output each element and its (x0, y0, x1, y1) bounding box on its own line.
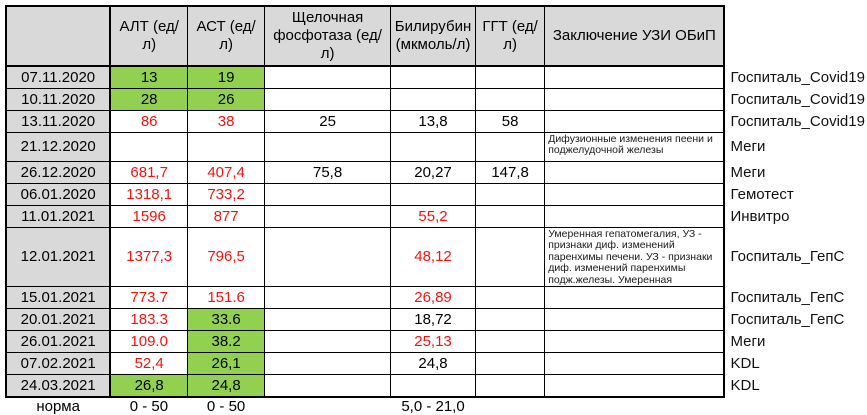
cell-ggt-r7[interactable] (475, 227, 544, 287)
cell-bil-r2[interactable]: 13,8 (391, 110, 476, 132)
table-header-row (6, 6, 866, 66)
cell-ast-r3[interactable] (188, 132, 265, 161)
norm-note[interactable] (545, 397, 725, 415)
cell-bil-r10[interactable]: 25,13 (391, 331, 476, 353)
cell-bil-r6[interactable]: 55,2 (391, 205, 476, 227)
column-header-note[interactable]: Заключение УЗИ ОБиП (545, 6, 725, 66)
lab-results-table (5, 5, 867, 415)
table-row (6, 353, 866, 375)
cell-bil-r9[interactable]: 18,72 (391, 309, 476, 331)
table-row (6, 205, 866, 227)
cell-lab-r12[interactable]: KDL (730, 377, 760, 395)
cell-date-r4[interactable]: 26.12.2020 (6, 161, 110, 183)
cell-note-r0[interactable] (545, 66, 725, 88)
cell-ast-r2[interactable]: 38 (188, 110, 265, 132)
cell-alt-r10[interactable]: 109.0 (110, 331, 187, 353)
cell-date-r11[interactable]: 07.02.2021 (6, 353, 110, 375)
cell-date-r1[interactable]: 10.11.2020 (6, 88, 110, 110)
table-row (6, 227, 866, 287)
table-row (6, 66, 866, 88)
cell-alt-r5[interactable]: 1318,1 (110, 183, 187, 205)
cell-ast-r4[interactable]: 407,4 (188, 161, 265, 183)
column-header-bil[interactable]: Билирубин (мкмоль/л) (391, 6, 476, 66)
cell-alp-r1[interactable] (265, 88, 391, 110)
cell-alt-r0[interactable]: 13 (110, 66, 187, 88)
cell-ast-r7[interactable]: 796,5 (188, 227, 265, 287)
cell-alp-r6[interactable] (265, 205, 391, 227)
cell-date-r10[interactable]: 26.01.2021 (6, 331, 110, 353)
norm-ast[interactable]: 0 - 50 (206, 397, 246, 415)
cell-lab-r1[interactable]: Госпиталь_Covid19 (730, 90, 865, 108)
cell-alt-r4[interactable]: 681,7 (110, 161, 187, 183)
cell-date-r5[interactable]: 06.01.2020 (6, 183, 110, 205)
cell-lab-r3[interactable]: Меги (730, 138, 766, 155)
cell-note-r11[interactable] (545, 353, 725, 375)
cell-lab-r10[interactable]: Меги (730, 333, 766, 351)
column-header-alt[interactable]: АЛТ (ед/л) (110, 6, 187, 66)
column-header-lab[interactable] (724, 6, 866, 66)
cell-bil-r1[interactable] (391, 88, 476, 110)
cell-ast-r1[interactable]: 26 (188, 88, 265, 110)
cell-date-r12[interactable]: 24.03.2021 (6, 375, 110, 397)
cell-bil-r0[interactable] (391, 66, 476, 88)
cell-lab-r9[interactable]: Госпиталь_ГепС (730, 311, 845, 329)
cell-alp-r0[interactable] (265, 66, 391, 88)
cell-ggt-r6[interactable] (475, 205, 544, 227)
cell-alt-r3[interactable] (110, 132, 187, 161)
cell-bil-r7[interactable]: 48,12 (391, 227, 476, 287)
cell-alt-r8[interactable]: 773.7 (110, 287, 187, 309)
cell-alp-r3[interactable] (265, 132, 391, 161)
cell-lab-r0[interactable]: Госпиталь_Covid19 (730, 68, 865, 86)
cell-ggt-r4[interactable]: 147,8 (475, 161, 544, 183)
cell-alp-r2[interactable]: 25 (265, 110, 391, 132)
column-header-date[interactable] (6, 6, 110, 66)
cell-lab-r7[interactable]: Госпиталь_ГепС (730, 248, 845, 266)
cell-note-r4[interactable] (545, 161, 725, 183)
cell-note-r5[interactable] (545, 183, 725, 205)
cell-note-r8[interactable] (545, 287, 725, 309)
cell-date-r0[interactable]: 07.11.2020 (6, 66, 110, 88)
cell-date-r6[interactable]: 11.01.2021 (6, 205, 110, 227)
cell-alp-r4[interactable]: 75,8 (265, 161, 391, 183)
table-row (6, 375, 866, 397)
cell-ggt-r5[interactable] (475, 183, 544, 205)
norm-alp[interactable] (265, 397, 391, 415)
cell-note-r3[interactable]: Дифузионные изменения пеени и поджелудочной железы (545, 132, 725, 161)
cell-alp-r5[interactable] (265, 183, 391, 205)
norm-bil[interactable]: 5,0 - 21,0 (401, 397, 465, 415)
cell-alp-r9[interactable] (265, 309, 391, 331)
cell-bil-r8[interactable]: 26,89 (391, 287, 476, 309)
cell-alp-r10[interactable] (265, 331, 391, 353)
cell-date-r7[interactable]: 12.01.2021 (6, 227, 110, 287)
cell-ggt-r2[interactable]: 58 (475, 110, 544, 132)
table-row (6, 132, 866, 161)
cell-ast-r11[interactable]: 26,1 (188, 353, 265, 375)
cell-note-r1[interactable] (545, 88, 725, 110)
cell-alp-r11[interactable] (265, 353, 391, 375)
table-row (6, 161, 866, 183)
cell-alt-r1[interactable]: 28 (110, 88, 187, 110)
cell-ggt-r0[interactable] (475, 66, 544, 88)
cell-bil-r5[interactable] (391, 183, 476, 205)
cell-lab-r6[interactable]: Инвитро (730, 207, 790, 225)
cell-bil-r3[interactable] (391, 132, 476, 161)
cell-lab-r2[interactable]: Госпиталь_Covid19 (730, 112, 865, 130)
table-row (6, 88, 866, 110)
cell-bil-r4[interactable]: 20,27 (391, 161, 476, 183)
cell-date-r3[interactable]: 21.12.2020 (6, 132, 110, 161)
cell-bil-r11[interactable]: 24,8 (391, 353, 476, 375)
table-row (6, 309, 866, 331)
table-row (6, 287, 866, 309)
cell-alp-r8[interactable] (265, 287, 391, 309)
column-header-ggt[interactable]: ГГТ (ед/л) (475, 6, 544, 66)
norm-alt[interactable]: 0 - 50 (129, 397, 169, 415)
cell-alp-r12[interactable] (265, 375, 391, 397)
cell-alt-r9[interactable]: 183.3 (110, 309, 187, 331)
cell-ast-r10[interactable]: 38.2 (188, 331, 265, 353)
cell-ggt-r9[interactable] (475, 309, 544, 331)
cell-ggt-r12[interactable] (475, 375, 544, 397)
table-row (6, 331, 866, 353)
cell-note-r7[interactable]: Умеренная гепатомегалия, УЗ - признаки диф. изменений паренхимы печени. УЗ - признаки диф. изменений паренхимы подж.железы. Умеренная (545, 227, 725, 287)
cell-alt-r12[interactable]: 26,8 (110, 375, 187, 397)
cell-ggt-r8[interactable] (475, 287, 544, 309)
cell-ast-r12[interactable]: 24,8 (188, 375, 265, 397)
column-header-alp[interactable]: Щелочная фосфотаза (ед/л) (265, 6, 391, 66)
table-row (6, 183, 866, 205)
cell-ast-r5[interactable]: 733,2 (188, 183, 265, 205)
cell-note-r2[interactable] (545, 110, 725, 132)
cell-ast-r6[interactable]: 877 (188, 205, 265, 227)
cell-lab-r5[interactable]: Гемотест (730, 185, 794, 203)
cell-date-r9[interactable]: 20.01.2021 (6, 309, 110, 331)
cell-bil-r12[interactable] (391, 375, 476, 397)
cell-ggt-r10[interactable] (475, 331, 544, 353)
cell-ast-r8[interactable]: 151.6 (188, 287, 265, 309)
cell-alt-r6[interactable]: 1596 (110, 205, 187, 227)
norm-row (6, 397, 866, 415)
cell-ast-r9[interactable]: 33.6 (188, 309, 265, 331)
column-header-ast[interactable]: АСТ (ед/л) (188, 6, 265, 66)
cell-lab-r11[interactable]: KDL (730, 355, 760, 373)
cell-ggt-r1[interactable] (475, 88, 544, 110)
cell-ast-r0[interactable]: 19 (188, 66, 265, 88)
norm-lab[interactable] (724, 397, 866, 415)
cell-date-r8[interactable]: 15.01.2021 (6, 287, 110, 309)
cell-alt-r2[interactable]: 86 (110, 110, 187, 132)
table-row (6, 110, 866, 132)
cell-alt-r11[interactable]: 52,4 (110, 353, 187, 375)
cell-alp-r7[interactable] (265, 227, 391, 287)
cell-alt-r7[interactable]: 1377,3 (110, 227, 187, 287)
cell-note-r6[interactable] (545, 205, 725, 227)
cell-lab-r8[interactable]: Госпиталь_ГепС (730, 289, 845, 307)
cell-note-r10[interactable] (545, 331, 725, 353)
cell-ggt-r3[interactable] (475, 132, 544, 161)
cell-date-r2[interactable]: 13.11.2020 (6, 110, 110, 132)
norm-ggt[interactable] (475, 397, 544, 415)
cell-lab-r4[interactable]: Меги (730, 163, 766, 181)
cell-note-r9[interactable] (545, 309, 725, 331)
cell-note-r12[interactable] (545, 375, 725, 397)
norm-date[interactable]: норма (36, 397, 80, 415)
cell-ggt-r11[interactable] (475, 353, 544, 375)
